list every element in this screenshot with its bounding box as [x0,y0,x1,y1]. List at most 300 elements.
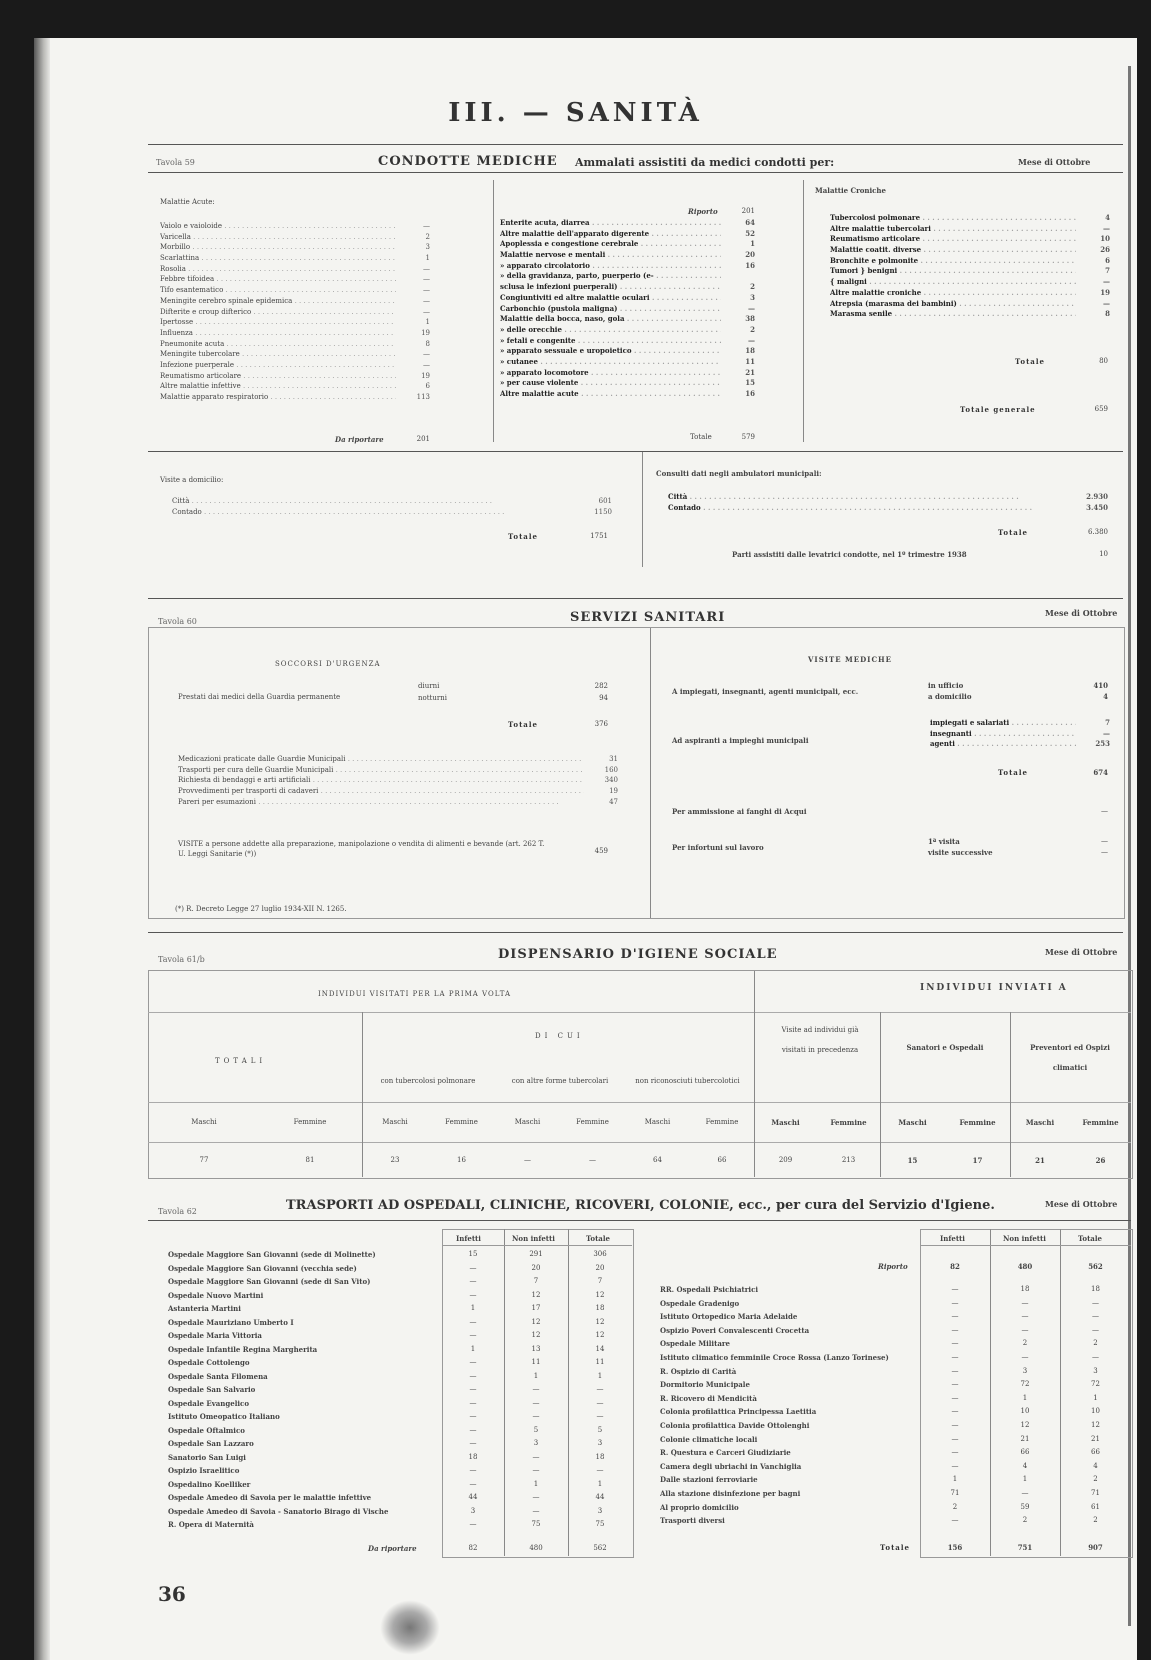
tr-right-value-a: — [951,1407,959,1416]
acute2-label: » apparato sessuale e uropoietico . . . [500,346,721,357]
tr-right-value-a: — [951,1421,959,1429]
vm-totale-label: Totale [998,768,1028,777]
acute2-label: Enterite acuta, diarrea . . . [500,218,721,229]
prima-visita-label: 1ª visita [928,837,960,846]
rule [148,1220,1131,1221]
divider [754,971,755,1177]
dispensario-col-head: Maschi [898,1118,927,1127]
tr-right-value-a: — [951,1393,959,1402]
tr-left-label: Ospedale San Lazzaro [168,1439,254,1448]
prestati-label: Prestati dai medici della Guardia permanente [178,693,341,701]
tr-left-value-c: 18 [595,1304,605,1312]
acute2-value: 16 [745,389,755,398]
croniche-row [830,213,1110,224]
rule [148,144,1123,145]
tr-left-label: Ospedale Maggiore San Giovanni (sede di Molinette) [168,1250,376,1259]
tr-right-value-c: 2 [1093,1339,1098,1348]
tr-left-value-b: 20 [531,1263,541,1272]
tr-right-label: Colonie climatiche locali [660,1434,758,1444]
tr-left-value-a: 15 [468,1250,478,1258]
croniche-label: Altre malattie croniche . . . [830,288,1076,299]
servizi-value: 31 [609,755,618,763]
tr-left-value-c: 3 [597,1506,603,1515]
tr-left-label: Sanatorio San Luigi [168,1452,246,1462]
aspiranti-row [930,718,1110,729]
acute-label: Ipertosse . . . [160,317,396,328]
consulti-header: Consulti dati negli ambulatori municipali: [656,469,822,478]
tr-right-value-c: — [1092,1312,1099,1321]
tr-riporto-a: 82 [950,1262,960,1271]
da-riportare-value: 201 [416,435,430,443]
totale-value: 579 [741,433,755,441]
tr-right-value-a: — [951,1285,959,1293]
dispensario-box [148,970,1133,1179]
in-ufficio-label: in ufficio [928,681,964,690]
acute-row [160,339,430,350]
visite-value: 601 [598,497,612,505]
acute-value: 3 [425,243,430,252]
tr-left-value-a: — [469,1317,477,1326]
tr-right-value-b: — [1021,1325,1029,1334]
tr-left-value-c: 14 [595,1344,605,1353]
servizi-label: Trasporti per cura delle Guardie Municipali . . . [178,765,584,776]
tr-left-value-c: 1 [597,1479,603,1488]
tr-left-label: Ospedale Amedeo di Savoia - Sanatorio Birago di Vische [168,1506,389,1516]
tr-left-value-b: 17 [531,1304,541,1312]
trasporti-title: TRASPORTI AD OSPEDALI, CLINICHE, RICOVERI, COLONIE, ecc., per cura del Servizio d'Igiene. [286,1198,995,1213]
dispensario-col-head: Maschi [644,1118,671,1126]
acute-row [160,221,430,232]
tr-left-value-c: 11 [595,1358,605,1366]
consulti-list [668,492,1108,513]
tr-right-value-c: 4 [1093,1461,1098,1470]
tr-right-label: Alla stazione disinfezione per bagni [660,1489,801,1498]
tr-riporto-c: 562 [1088,1262,1103,1271]
acute-value: 1 [425,254,430,263]
tr-left-value-a: — [469,1263,477,1272]
acute2-row [500,325,755,336]
tr-left-label: Ospedale Infantile Regina Margherita [168,1344,318,1354]
divider [1010,1012,1011,1177]
tr-da-riportare-label: Da riportare [368,1544,417,1553]
tr-left-value-c: — [596,1398,604,1407]
dispensario-col-head: Femmine [576,1118,609,1126]
dispensario-col-head: Femmine [959,1118,996,1127]
tr-left-value-b: — [532,1452,540,1461]
croniche-row [830,245,1110,256]
tr-left-value-c: 44 [595,1493,605,1501]
croniche-label: Malattie coatit. diverse . . . [830,245,1076,256]
acute2-label: » cutanee . . . [500,357,721,368]
acute2-value: 2 [750,324,755,334]
tr-right-value-a: — [951,1325,959,1334]
tr-left-value-c: 306 [593,1250,607,1258]
tr-right-value-c: 1 [1093,1393,1098,1402]
tr-right-value-b: 72 [1020,1380,1030,1389]
servizi-totale-label: Totale [508,720,538,729]
acute-value: 19 [421,371,430,380]
acute2-row [500,239,755,250]
tr-right-value-c: 71 [1091,1489,1100,1497]
consulti-totale-value: 6.380 [1087,528,1108,536]
acute-label: Rosolia . . . [160,264,396,275]
tr-left-value-b: 1 [533,1371,539,1380]
tr-left-value-b: 7 [533,1277,539,1285]
visite-row [172,496,612,507]
aspiranti-value: 7 [1105,718,1110,727]
croniche-value: 19 [1100,287,1110,297]
acute-list [160,221,430,403]
tr-right-value-a: — [951,1434,959,1443]
tr-left-label: Ospedale Nuovo Martini [168,1290,264,1300]
tr-left-value-b: 12 [531,1317,541,1326]
croniche-row [830,266,1110,277]
consulti-value: 2.930 [1086,492,1108,501]
acute2-row [500,271,755,282]
acute-label: Infezione puerperale . . . [160,360,396,371]
vm-totale-value: 674 [1093,768,1108,777]
col-infetti: Infetti [456,1234,481,1243]
tr-right-value-b: — [1021,1312,1029,1321]
acute-label: Altre malattie infettive . . . [160,381,396,392]
servizi-row [178,775,618,786]
con-altre-label: con altre forme tubercolari [511,1077,609,1085]
tr-left-label: Ospedale San Salvario [168,1385,256,1394]
acute-row [160,307,430,318]
ammissione-value: — [1101,807,1108,815]
dispensario-mese: Mese di Ottobre [1045,947,1118,957]
tr-left-value-c: 12 [595,1290,605,1299]
tr-right-value-c: — [1092,1298,1099,1307]
divider [642,452,643,567]
acute-label: Vaiolo e vaioloide . . . [160,221,396,232]
preventori-label: Preventori ed Ospizi climatici [1030,1043,1110,1072]
acute2-label: Malattie nervose e mentali . . . [500,250,721,261]
servizi-label: Pareri per esumazioni . . . [178,797,584,808]
servizi-value: 340 [604,776,618,785]
parti-label: Parti assistiti dalle levatrici condotte, nel 1º trimestre 1938 [732,550,967,559]
dispensario-col-head: Maschi [191,1118,217,1126]
dispensario-col-head: Maschi [514,1118,541,1126]
croniche-row [830,309,1110,320]
croniche-value: 4 [1105,213,1110,222]
tr-left-value-a: — [469,1439,477,1447]
tr-right-value-c: 66 [1091,1448,1100,1457]
tr-right-label: Camera degli ubriachi in Vanchiglia [660,1461,802,1471]
tr-right-value-b: 21 [1020,1434,1030,1443]
acute2-label: Malattie della bocca, naso, gola . . . [500,314,721,325]
aspiranti-label: impiegati e salariati . . . [930,718,1076,729]
tr-left-value-b: 1 [533,1479,539,1488]
successive-label: visite successive [928,848,993,857]
acute-value: — [423,222,430,230]
acute-header: Malattie Acute: [160,198,215,206]
visite-label: Contado . . . [172,507,578,518]
acute2-label: Altre malattie acute . . . [500,389,721,400]
dispensario-value: — [524,1156,531,1164]
tr-left-value-b: — [532,1466,540,1474]
acute-label: Morbillo . . . [160,242,396,253]
tr-right-value-a: — [951,1353,959,1361]
tr-right-label: Dalle stazioni ferroviarie [660,1475,758,1485]
croniche-value: 10 [1100,234,1110,244]
acute2-value: 52 [745,228,755,238]
tr-right-value-a: — [951,1298,959,1307]
aspiranti-value: — [1103,728,1110,738]
tr-left-label: Ospedalino Koelliker [168,1479,251,1489]
totale-generale-value: 659 [1094,405,1108,413]
dispensario-value: 15 [907,1156,918,1165]
tr-left-value-b: — [532,1412,540,1420]
servizi-totale-value: 376 [594,720,608,728]
tr-left-value-c: — [596,1412,604,1420]
tr-right-value-a: — [951,1516,959,1525]
croniche-label: Altre malattie tubercolari . . . [830,224,1076,235]
dispensario-col-head: Maschi [771,1118,800,1127]
acute-value: 113 [416,393,430,401]
acute2-row [500,346,755,357]
visite-totale-value: 1751 [590,532,608,540]
aspiranti-list [930,718,1110,750]
acute2-value: 2 [750,282,755,292]
col-non-infetti: Non infetti [512,1234,555,1243]
tr-right-value-b: 66 [1020,1448,1030,1457]
visite-prec-label: Visite ad individui già visitati in precedenza [781,1026,859,1054]
croniche-header: Malattie Croniche [815,186,886,195]
tr-right-value-c: — [1092,1353,1099,1361]
acute2-value: — [748,335,755,345]
tr-left-value-c: 7 [597,1277,603,1285]
tr-left-value-c: — [596,1385,604,1393]
acute-row [160,242,430,253]
visite-totale-label: Totale [508,532,538,541]
tr-totale-b: 751 [1017,1543,1033,1552]
in-ufficio-value: 410 [1093,681,1108,690]
servizi-row [178,786,618,797]
acute2-label: » apparato locomotore . . . [500,368,721,379]
tr-left-value-a: 44 [468,1493,478,1501]
croniche-row [830,288,1110,299]
visite-addette-value: 459 [594,847,608,855]
diurni-label: diurni [418,682,440,690]
a-domicilio-label: a domicilio [928,692,972,701]
visite-row [172,507,612,518]
acute-row [160,381,430,392]
croniche-label: { maligni . . . [830,277,1076,288]
tr-right-value-c: 72 [1091,1380,1100,1389]
tr-right-label: R. Questura e Carceri Giudiziarie [660,1448,791,1458]
dispensario-value: 16 [457,1156,466,1164]
impiegati-label: A impiegati, insegnanti, agenti municipali, ecc. [672,687,859,696]
tr-left-value-a: — [469,1371,477,1380]
tr-left-value-a: — [469,1520,477,1528]
acute2-value: 18 [745,346,755,356]
tr-right-value-a: — [951,1448,959,1457]
acute-row [160,253,430,264]
condotte-mese: Mese di Ottobre [1018,157,1091,167]
tr-left-value-a: — [469,1412,477,1420]
servizi-row [178,797,618,808]
tr-right-value-b: 10 [1020,1407,1030,1416]
tr-right-value-a: — [951,1312,959,1321]
acute2-value: 20 [745,250,755,260]
acute-value: 8 [425,339,430,348]
acute2-value: 21 [745,367,755,377]
a-domicilio-value: 4 [1103,692,1108,701]
tr-riporto-b: 480 [1017,1262,1033,1271]
croniche-row [830,256,1110,267]
tr-left-label: Ospedale Maria Vittoria [168,1331,262,1340]
acute2-label: Altre malattie dell'apparato digerente . . . [500,229,721,240]
tr-left-value-c: 20 [595,1263,605,1272]
notturni-label: notturni [418,694,447,702]
consulti-label: Città . . . [668,492,1074,503]
tr-right-value-b: 18 [1020,1285,1030,1293]
tr-left-label: Ospizio Israelitico [168,1466,240,1475]
tr-left-label: Ospedale Santa Filomena [168,1371,268,1381]
tr-totale-a: 156 [947,1543,963,1552]
acute-row [160,274,430,285]
dispensario-value: 21 [1035,1156,1045,1165]
dispensario-value: 26 [1095,1156,1106,1165]
dispensario-value: 209 [778,1156,793,1164]
acute-label: Influenza . . . [160,328,396,339]
consulti-row [668,492,1108,503]
croniche-value: — [1103,223,1110,233]
tr-left-label: Ospedale Mauriziano Umberto I [168,1317,294,1327]
tr-da-riportare-a: 82 [468,1544,478,1552]
acute-value: — [423,264,430,273]
acute-value: 19 [421,328,430,337]
tr-left-label: Ospedale Amedeo di Savoia per le malattie infettive [168,1493,372,1502]
tr-right-label: Ospizio Poveri Convalescenti Crocetta [660,1325,810,1335]
tr-left-value-a: — [469,1398,477,1407]
acute-label: Scarlattina . . . [160,253,396,264]
tr-right-label: Istituto Ortopedico Maria Adelaide [660,1312,798,1322]
tr-left-value-b: 12 [531,1290,541,1299]
croniche-value: 7 [1105,266,1110,276]
croniche-label: Reumatismo articolare . . . [830,234,1076,245]
servizi-list [178,754,618,807]
acute-value: — [423,286,430,295]
tr-left-value-a: 1 [470,1344,476,1353]
divider [650,628,651,918]
rule [148,598,1123,599]
tr-left-label: R. Opera di Maternità [168,1520,254,1529]
tr-riporto-label: Riporto [878,1262,908,1271]
dispensario-col-head: Femmine [1082,1118,1119,1127]
tr-left-value-a: — [469,1358,477,1366]
acute-row [160,264,430,275]
tr-right-label: Ospedale Gradenigo [660,1298,740,1308]
dispensario-value: 77 [199,1156,209,1164]
tr-right-value-c: 61 [1091,1502,1100,1511]
tr-right-value-c: 21 [1091,1434,1100,1443]
croniche-value: 26 [1100,245,1110,255]
acute2-row [500,218,755,229]
dispensario-value: — [589,1156,596,1164]
visite-addette-label: VISITE a persone addette alla preparazione, manipolazione o vendita di alimenti e bevande (art. 262 T. U. Leggi Sanitarie (*)) [178,840,545,858]
acute2-row [500,293,755,304]
successive-value: — [1101,848,1108,856]
tr-left-value-a: — [469,1331,477,1339]
tr-totale-label: Totale [880,1543,910,1552]
divider [362,1012,363,1177]
acute-label: Febbre tifoidea . . . [160,274,396,285]
acute-label: Tifo esantematico . . . [160,285,396,296]
aspiranti-label: insegnanti . . . [930,729,1076,740]
acute-value: — [423,296,430,305]
tav-60: Tavola 60 [158,617,197,626]
acute2-row [500,282,755,293]
riporto-label: Riporto [688,207,718,216]
rule [148,1102,1131,1103]
tr-left-label: Ospedale Oftalmico [168,1425,245,1435]
tr-left-value-c: 12 [595,1331,605,1339]
col-infetti-right: Infetti [940,1234,965,1243]
servizi-label: Medicazioni praticate dalle Guardie Municipali . . . [178,754,584,765]
condotte-subtitle: Ammalati assistiti da medici condotti per: [575,156,835,169]
inviati-header: INDIVIDUI INVIATI A [920,983,1068,993]
croniche-label: Tubercolosi polmonare . . . [830,213,1076,224]
acute2-value: — [748,303,755,313]
servizi-value: 19 [609,787,618,796]
acute-row [160,349,430,360]
tr-right-value-b: — [1021,1298,1029,1307]
acute2-row [500,304,755,315]
acute2-value: 1 [750,239,755,249]
croniche-list [830,213,1110,320]
dispensario-title: DISPENSARIO D'IGIENE SOCIALE [498,947,778,962]
tr-right-label: Dormitorio Municipale [660,1380,750,1390]
tr-right-value-b: — [1021,1489,1029,1497]
tr-totale-c: 907 [1088,1543,1103,1552]
dispensario-col-head: Maschi [1025,1118,1055,1127]
visite-label: Città . . . [172,496,578,507]
page-number: 36 [158,1582,186,1606]
tr-left-value-a: — [469,1290,477,1299]
tr-left-value-b: 11 [531,1358,541,1366]
servizi-value: 160 [604,765,618,774]
tr-right-value-b: 1 [1022,1393,1028,1402]
tr-left-value-b: 291 [529,1250,543,1258]
croniche-totale-label: Totale [1015,357,1045,366]
riporto-value: 201 [741,207,755,215]
acute2-value: 3 [750,292,755,302]
acute2-value: 64 [745,218,755,227]
acute2-row [500,261,755,272]
tr-right-value-c: 2 [1093,1516,1098,1525]
croniche-row [830,277,1110,288]
tr-left-value-b: — [532,1385,540,1393]
acute2-label: Congiuntiviti ed altre malattie oculari . . . [500,293,721,304]
infortuni-label: Per infortuni sul lavoro [672,843,764,852]
tr-left-label: Ospedale Cottolengo [168,1358,250,1367]
croniche-value: 6 [1105,255,1110,265]
tr-right-value-b: — [1021,1353,1029,1361]
visite-mediche-header: VISITE MEDICHE [808,655,892,664]
condotte-title: CONDOTTE MEDICHE [378,154,558,169]
acute-row [160,328,430,339]
croniche-label: Atrepsia (marasma dei bambini) . . . [830,299,1076,310]
tr-right-value-a: 2 [952,1502,958,1511]
acute-row [160,296,430,307]
sanatori-label: Sanatori e Ospedali [906,1043,984,1052]
tr-right-value-c: 10 [1091,1407,1100,1416]
rule [442,1245,632,1246]
tr-right-label: Colonia profilattica Davide Ottolenghi [660,1421,810,1430]
acute2-label: » apparato circolatorio . . . [500,261,721,272]
